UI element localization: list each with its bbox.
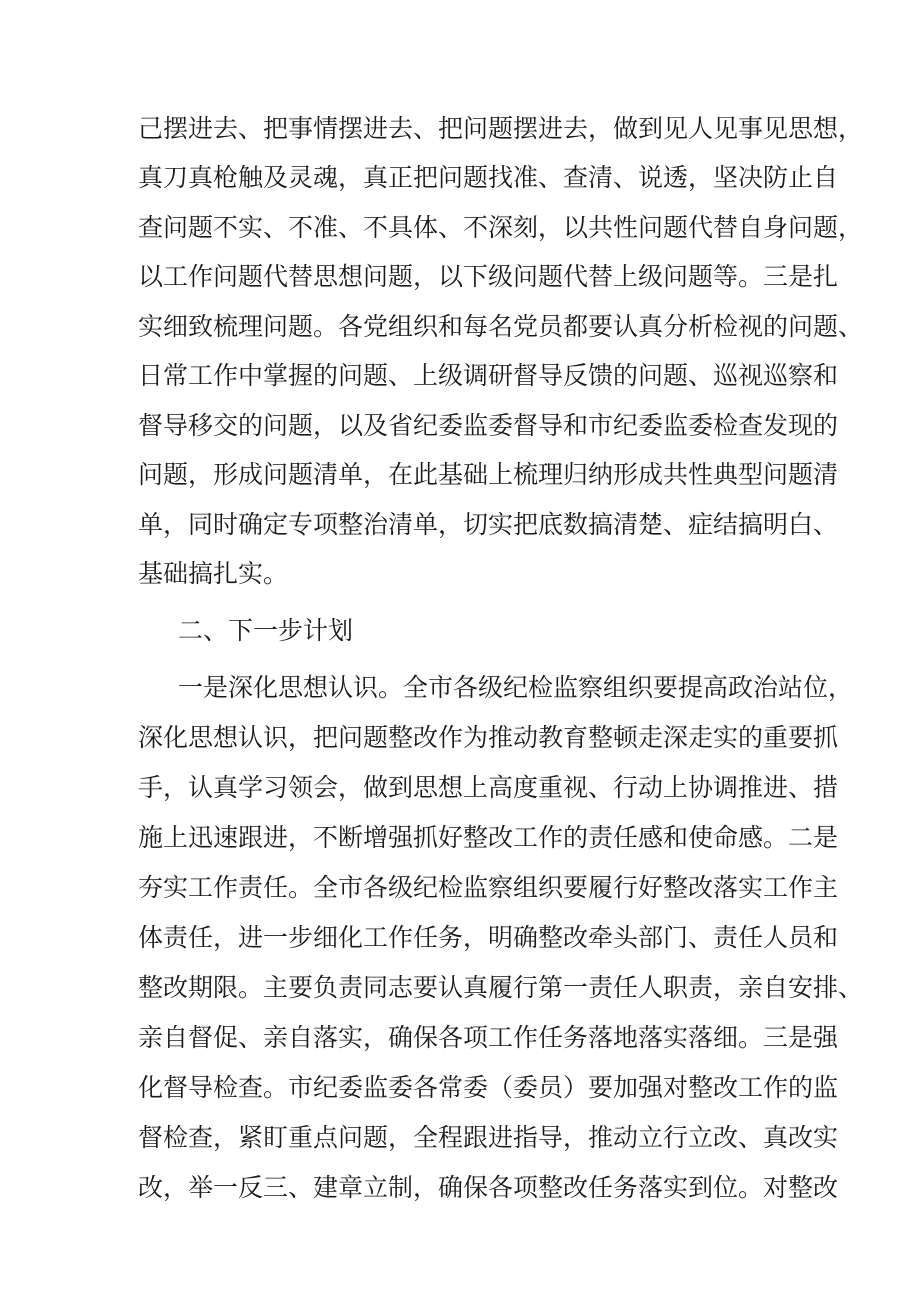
text-line: 化督导检查。市纪委监委各常委（委员）要加强对整改工作的监 [138,1073,839,1102]
text-line: 日常工作中掌握的问题、上级调研督导反馈的问题、巡视巡察和 [138,361,839,390]
paragraph-first-line: 一是深化思想认识。全市各级纪检监察组织要提高政治站位， [178,673,854,702]
text-line: 以工作问题代替思想问题，以下级问题代替上级问题等。三是扎 [138,262,839,291]
text-line: 真刀真枪触及灵魂，真正把问题找准、查清、说透，坚决防止自 [138,163,839,192]
text-line: 改，举一反三、建章立制，确保各项整改任务落实到位。对整改 [138,1173,839,1202]
text-line: 督检查，紧盯重点问题，全程跟进指导，推动立行立改、真改实 [138,1123,839,1152]
text-line: 手，认真学习领会，做到思想上高度重视、行动上协调推进、措 [138,773,839,802]
text-line: 夯实工作责任。全市各级纪检监察组织要履行好整改落实工作主 [138,873,839,902]
text-line: 查问题不实、不准、不具体、不深刻，以共性问题代替自身问题， [138,213,864,242]
text-line: 己摆进去、把事情摆进去、把问题摆进去，做到见人见事见思想， [138,114,864,143]
section-heading: 二、下一步计划 [178,616,354,645]
text-line: 体责任，进一步细化工作任务，明确整改牵头部门、责任人员和 [138,923,839,952]
text-line: 亲自督促、亲自落实，确保各项工作任务落地落实落细。三是强 [138,1023,839,1052]
text-line: 问题，形成问题清单，在此基础上梳理归纳形成共性典型问题清 [138,460,839,489]
text-line: 单，同时确定专项整治清单，切实把底数搞清楚、症结搞明白、 [138,510,839,539]
text-line: 施上迅速跟进，不断增强抓好整改工作的责任感和使命感。二是 [138,823,839,852]
text-line: 督导移交的问题，以及省纪委监委督导和市纪委监委检查发现的 [138,411,839,440]
text-line: 实细致梳理问题。各党组织和每名党员都要认真分析检视的问题、 [138,312,864,341]
text-line: 基础搞扎实。 [138,559,289,588]
text-line: 深化思想认识，把问题整改作为推动教育整顿走深走实的重要抓 [138,723,839,752]
text-line: 整改期限。主要负责同志要认真履行第一责任人职责，亲自安排、 [138,973,864,1002]
